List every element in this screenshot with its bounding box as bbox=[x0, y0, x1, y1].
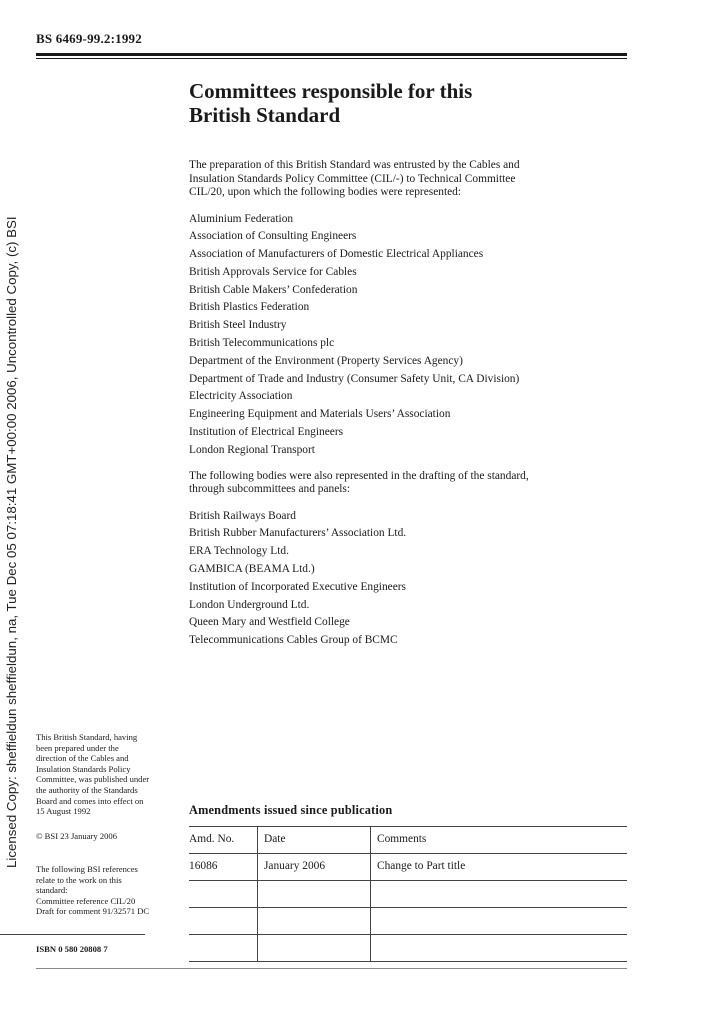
list-item: Association of Manufacturers of Domestic Electrical Appliances bbox=[189, 248, 484, 261]
note-line: 15 August 1992 bbox=[36, 806, 91, 817]
cell-date bbox=[258, 908, 371, 935]
list-item: Queen Mary and Westfield College bbox=[189, 616, 350, 629]
page-title-line-2: British Standard bbox=[189, 103, 341, 127]
main-content bbox=[189, 159, 619, 660]
intro-line: CIL/20, upon which the following bodies were represented: bbox=[189, 186, 462, 198]
table-header-row bbox=[189, 827, 627, 854]
list-item: British Telecommunications plc bbox=[189, 337, 335, 350]
list-item: GAMBICA (BEAMA Ltd.) bbox=[189, 563, 315, 576]
ref-line: The following BSI references bbox=[36, 864, 138, 874]
cell-comments: Change to Part title bbox=[377, 860, 466, 872]
list-item: Telecommunications Cables Group of BCMC bbox=[189, 634, 398, 647]
list-item: British Rubber Manufacturers’ Association Ltd. bbox=[189, 527, 407, 540]
list-item: British Railways Board bbox=[189, 509, 296, 522]
note-line: Committee, was published under bbox=[36, 774, 150, 785]
note-line: Insulation Standards Policy bbox=[36, 763, 131, 774]
cell-amd-no bbox=[189, 881, 258, 908]
list-item: British Cable Makers’ Confederation bbox=[189, 283, 358, 296]
list-item: Institution of Electrical Engineers bbox=[189, 426, 344, 439]
also-intro-line: through subcommittees and panels: bbox=[189, 483, 351, 496]
sidebar-rule bbox=[0, 934, 145, 935]
cell-amd-no bbox=[189, 908, 258, 935]
note-line: direction of the Cables and bbox=[36, 753, 129, 764]
bsi-references bbox=[36, 864, 149, 917]
table-row bbox=[189, 908, 627, 935]
column-header-date: Date bbox=[258, 827, 371, 854]
column-header-amd-no: Amd. No. bbox=[189, 827, 258, 854]
table-row bbox=[189, 935, 627, 962]
isbn: ISBN 0 580 20808 7 bbox=[36, 944, 108, 954]
amendments-table bbox=[189, 826, 627, 962]
note-line: This British Standard, having bbox=[36, 732, 138, 742]
header-rule-thin bbox=[36, 58, 627, 59]
ref-line: relate to the work on this bbox=[36, 874, 122, 885]
list-item: British Approvals Service for Cables bbox=[189, 265, 357, 278]
ref-line: Draft for comment 91/32571 DC bbox=[36, 906, 150, 917]
intro-line: The preparation of this British Standard was entrusted by the Cables and bbox=[189, 159, 520, 171]
license-notice: Licensed Copy: sheffieldun sheffieldun, na, Tue Dec 05 07:18:41 GMT+00:00 2006, Uncontrolled Copy, (c) BSI bbox=[4, 216, 19, 868]
list-item: Department of the Environment (Property Services Agency) bbox=[189, 354, 463, 367]
list-item: London Underground Ltd. bbox=[189, 598, 310, 611]
note-line: been prepared under the bbox=[36, 742, 119, 753]
note-line: the authority of the Standards bbox=[36, 784, 138, 795]
list-item: Electricity Association bbox=[189, 390, 293, 403]
list-item: London Regional Transport bbox=[189, 443, 315, 456]
cell-date: January 2006 bbox=[258, 854, 371, 881]
list-item: Association of Consulting Engineers bbox=[189, 230, 357, 243]
page-title-line-1: Committees responsible for this bbox=[189, 79, 473, 103]
standard-number: BS 6469-99.2:1992 bbox=[36, 31, 142, 46]
cell-date bbox=[258, 881, 371, 908]
cell-comments bbox=[371, 881, 628, 908]
list-item: British Plastics Federation bbox=[189, 301, 310, 314]
represented-bodies-list bbox=[189, 211, 619, 460]
list-item: Aluminium Federation bbox=[189, 212, 294, 225]
cell-comments bbox=[371, 935, 628, 962]
intro-line: Insulation Standards Policy Committee (CIL/-) to Technical Committee bbox=[189, 172, 516, 185]
also-represented-bodies-list bbox=[189, 508, 619, 650]
list-item: ERA Technology Ltd. bbox=[189, 545, 289, 558]
list-item: Department of Trade and Industry (Consumer Safety Unit, CA Division) bbox=[189, 372, 520, 385]
list-item: Engineering Equipment and Materials Users’ Association bbox=[189, 408, 451, 421]
cell-amd-no: 16086 bbox=[189, 854, 258, 881]
column-header-comments: Comments bbox=[377, 833, 427, 845]
table-row bbox=[189, 881, 627, 908]
publication-note bbox=[36, 732, 149, 817]
list-item: British Steel Industry bbox=[189, 319, 287, 332]
note-line: Board and comes into effect on bbox=[36, 795, 144, 806]
page-title bbox=[189, 79, 619, 127]
ref-line: Committee reference CIL/20 bbox=[36, 895, 136, 906]
table-row bbox=[189, 854, 627, 881]
list-item: Institution of Incorporated Executive Engineers bbox=[189, 580, 406, 593]
header-rule-thick bbox=[36, 53, 627, 56]
cell-date bbox=[258, 935, 371, 962]
cell-amd-no bbox=[189, 935, 258, 962]
ref-line: standard: bbox=[36, 885, 68, 896]
also-represented-paragraph bbox=[189, 470, 619, 497]
intro-paragraph bbox=[189, 159, 619, 200]
also-intro-line: The following bodies were also represented in the drafting of the standard, bbox=[189, 469, 529, 482]
footer-rule bbox=[36, 968, 627, 969]
cell-comments bbox=[371, 908, 628, 935]
copyright-notice: © BSI 23 January 2006 bbox=[36, 831, 118, 841]
amendments-heading: Amendments issued since publication bbox=[189, 803, 393, 817]
